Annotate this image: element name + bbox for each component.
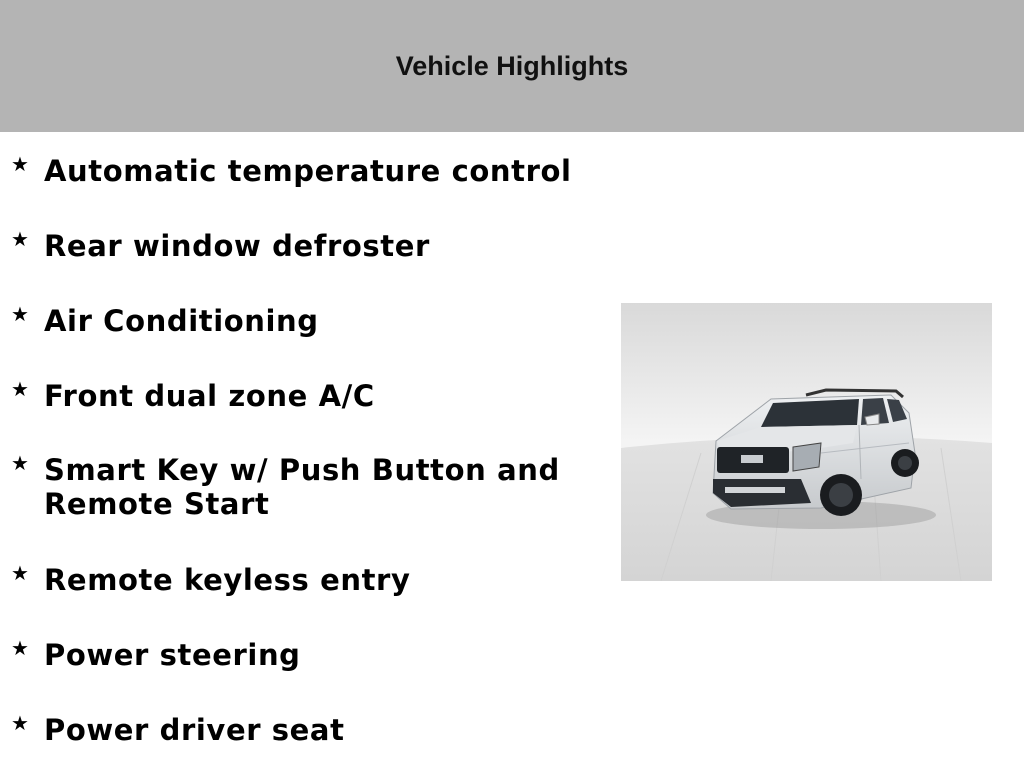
- feature-item: [0, 229, 600, 263]
- feature-label: Power steering: [44, 638, 301, 672]
- feature-label: Automatic temperature control: [44, 154, 572, 188]
- star-icon: ★: [11, 229, 29, 251]
- feature-label: Air Conditioning: [44, 304, 319, 338]
- feature-item: [0, 563, 600, 597]
- header-bar: [0, 0, 1024, 132]
- feature-label: Remote keyless entry: [44, 563, 411, 597]
- feature-label: Rear window defroster: [44, 229, 430, 263]
- star-icon: ★: [11, 638, 29, 660]
- feature-item: [0, 713, 600, 747]
- star-icon: ★: [11, 713, 29, 735]
- feature-label: Power driver seat: [44, 713, 345, 747]
- vehicle-photo: [621, 303, 992, 581]
- feature-item: [0, 453, 600, 521]
- feature-label: Front dual zone A/C: [44, 379, 375, 413]
- star-icon: ★: [11, 154, 29, 176]
- feature-label: Smart Key w/ Push Button and Remote Start: [44, 453, 560, 521]
- feature-item: [0, 638, 600, 672]
- feature-item: [0, 379, 600, 413]
- feature-item: [0, 154, 600, 188]
- page-title: Vehicle Highlights: [395, 50, 629, 81]
- star-icon: ★: [11, 453, 29, 475]
- star-icon: ★: [11, 304, 29, 326]
- star-icon: ★: [11, 563, 29, 585]
- feature-item: [0, 304, 600, 338]
- star-icon: ★: [11, 379, 29, 401]
